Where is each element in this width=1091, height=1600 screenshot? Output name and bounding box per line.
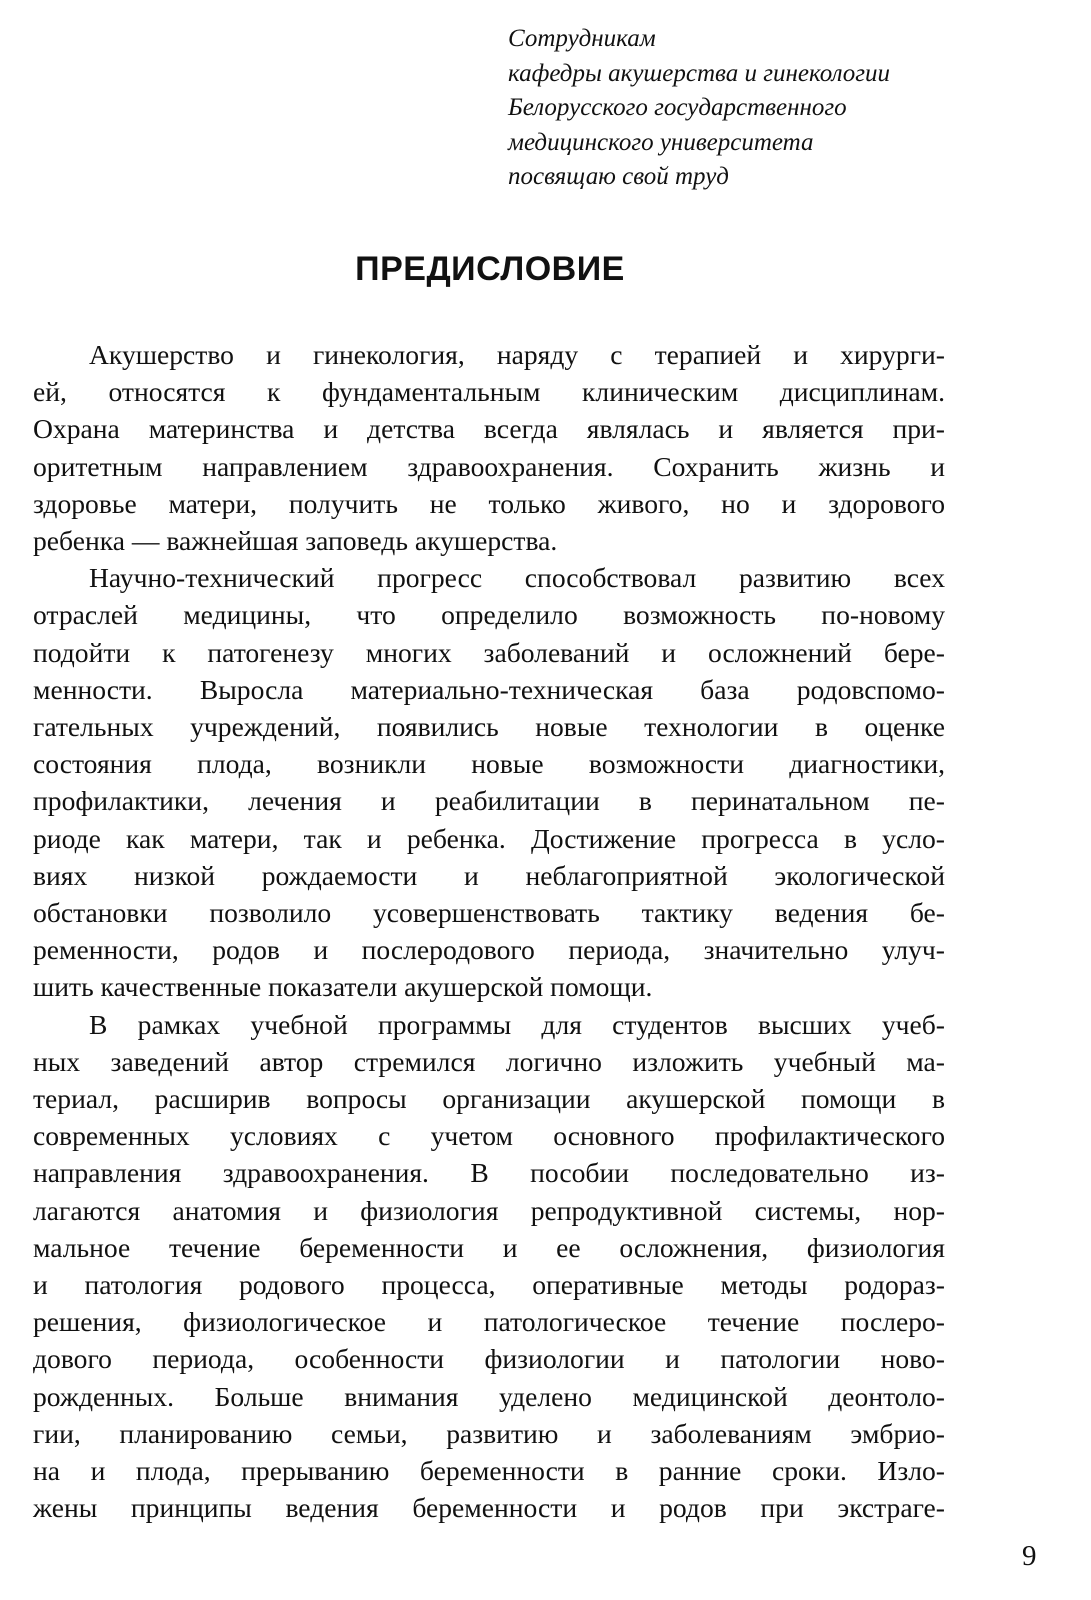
text-line: шить качественные показатели акушерской помощи. <box>33 971 653 1003</box>
text-line: мальное течение беременности и ее осложнения, физиология <box>33 1231 945 1263</box>
text-line: ей, относятся к фундаментальным клиническим дисциплинам. <box>33 376 945 408</box>
text-line: современных условиях с учетом основного профилактического <box>33 1120 945 1152</box>
text-line: ных заведений автор стремился логично изложить учебный ма- <box>33 1045 945 1077</box>
text-line: гательных учреждений, появились новые технологии в оценке <box>33 711 945 743</box>
text-line: отраслей медицины, что определило возможность по-новому <box>33 599 945 631</box>
text-line: В рамках учебной программы для студентов высших учеб- <box>89 1008 945 1040</box>
text-line: виях низкой рождаемости и неблагоприятной экологической <box>33 859 945 891</box>
text-line: жены принципы ведения беременности и родов при экстраге- <box>33 1492 945 1524</box>
text-line: на и плода, прерыванию беременности в ранние сроки. Изло- <box>33 1455 945 1487</box>
text-line: состояния плода, возникли новые возможности диагностики, <box>33 748 945 780</box>
text-line: Охрана материнства и детства всегда являлась и является при- <box>33 413 945 445</box>
text-line: направления здравоохранения. В пособии последовательно из- <box>33 1157 945 1189</box>
dedication-line: медицинского университета <box>508 128 814 156</box>
text-line: гии, планированию семьи, развитию и заболеваниям эмбрио- <box>33 1417 945 1449</box>
text-line: подойти к патогенезу многих заболеваний и осложнений бере- <box>33 636 945 668</box>
text-line: решения, физиологическое и патологическое течение послеро- <box>33 1306 945 1338</box>
text-line: лагаются анатомия и физиология репродуктивной системы, нор- <box>33 1194 945 1226</box>
text-line: здоровье матери, получить не только живого, но и здорового <box>33 487 945 519</box>
text-line: и патология родового процесса, оперативные методы родораз- <box>33 1269 945 1301</box>
text-line: ременности, родов и послеродового периода, значительно улуч- <box>33 934 945 966</box>
text-line: риоде как матери, так и ребенка. Достижение прогресса в усло- <box>33 822 945 854</box>
text-line: Научно-технический прогресс способствовал развитию всех <box>89 562 945 594</box>
text-line: оритетным направлением здравоохранения. Сохранить жизнь и <box>33 450 945 482</box>
dedication-line: посвящаю свой труд <box>508 163 729 190</box>
text-line: ребенка — важнейшая заповедь акушерства. <box>33 525 558 557</box>
text-line: дового периода, особенности физиологии и патологии ново- <box>33 1343 945 1375</box>
body-text <box>33 336 945 1527</box>
text-line: териал, расширив вопросы организации акушерской помощи в <box>33 1083 945 1115</box>
text-line: менности. Выросла материально-техническая база родовспомо- <box>33 673 945 705</box>
dedication <box>508 22 1068 195</box>
page-number: 9 <box>1022 1540 1037 1572</box>
dedication-line: кафедры акушерства и гинекологии <box>508 59 891 87</box>
text-line: профилактики, лечения и реабилитации в перинатальном пе- <box>33 785 945 817</box>
dedication-line: Белорусского государственного <box>508 94 847 121</box>
text-line: рожденных. Больше внимания уделено медицинской деонтоло- <box>33 1380 945 1412</box>
dedication-line: Сотрудникам <box>508 25 656 52</box>
page-title: ПРЕДИСЛОВИЕ <box>355 250 625 288</box>
text-line: обстановки позволило усовершенствовать тактику ведения бе- <box>33 897 945 929</box>
text-line: Акушерство и гинекология, наряду с терапией и хирурги- <box>89 339 945 370</box>
